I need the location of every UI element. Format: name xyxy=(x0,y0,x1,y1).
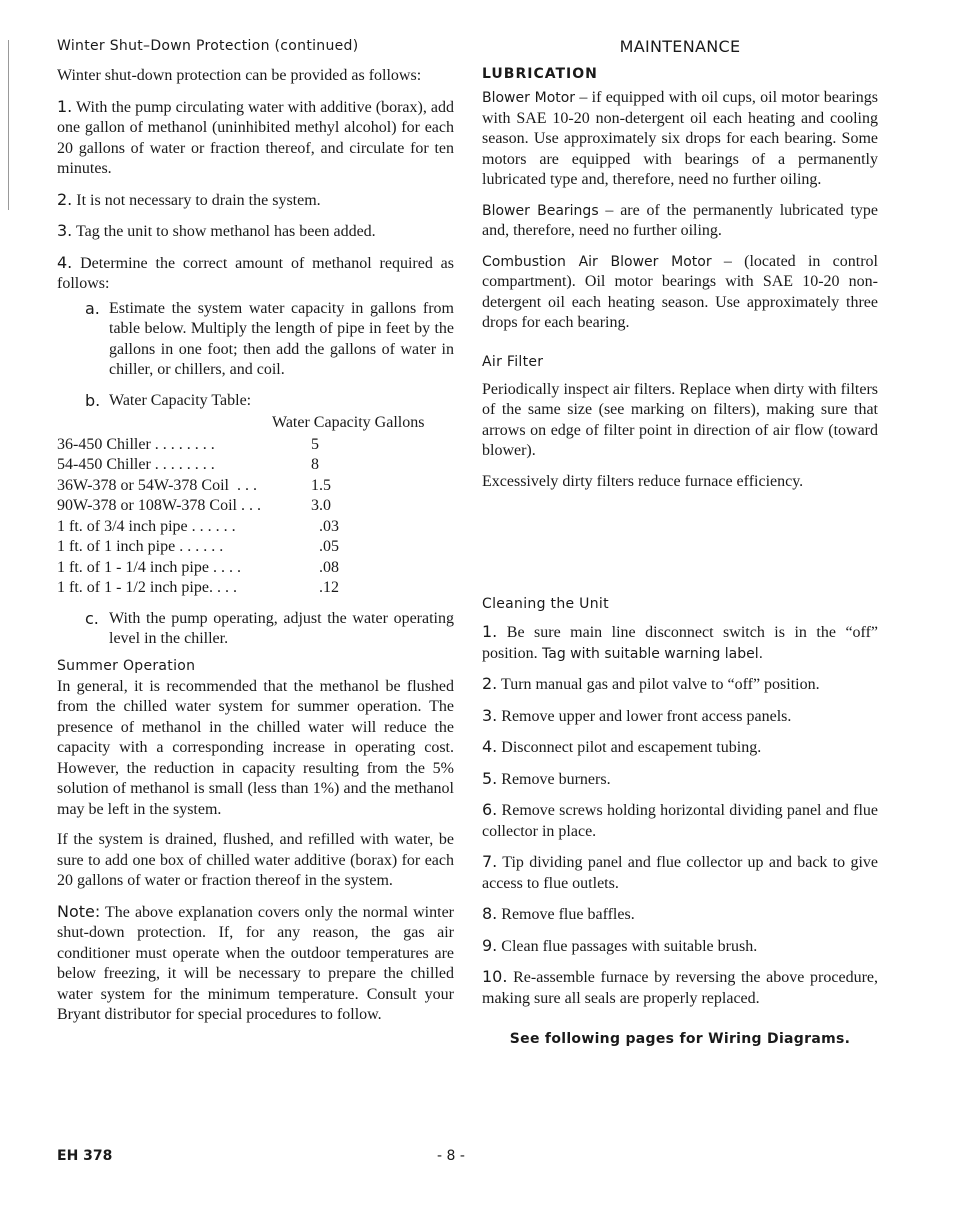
item-text: It is not necessary to drain the system. xyxy=(76,191,321,209)
list-item xyxy=(482,936,878,958)
list-item xyxy=(482,674,878,696)
item-text: Disconnect pilot and escapement tubing. xyxy=(501,739,762,756)
sub-item xyxy=(85,391,454,412)
row-value: .08 xyxy=(319,558,339,576)
item-text: Remove burners. xyxy=(501,770,611,788)
row-value: 5 xyxy=(311,435,319,453)
document-id: EH 378 xyxy=(57,1148,113,1164)
section-heading: Summer Operation xyxy=(57,657,196,674)
item-text: With the pump circulating water with additive (borax), add one gallon of methanol (uninhibited methyl alcohol) for each 20 gallons of water or fraction thereof, and circulate for ten minutes. xyxy=(57,98,454,177)
item-number: 1. xyxy=(57,96,73,116)
capacity-table xyxy=(57,435,454,599)
item-number: 4. xyxy=(57,252,73,272)
list-item xyxy=(482,769,878,791)
item-number: 2. xyxy=(57,189,73,209)
item-number: 10. xyxy=(482,967,508,986)
sub-text: Water Capacity Table: xyxy=(109,391,252,409)
paragraph-text: – (located in control compartment). Oil motor bearings with SAE 10-20 non-detergent oil each heating season. Use approximately three drops for each bearing. xyxy=(482,252,878,331)
paragraph: If the system is drained, flushed, and refilled with water, be sure to add one box of chilled water additive (borax) for each 20 gallons of water or fraction thereof in the system. xyxy=(57,831,454,889)
margin-rule xyxy=(8,180,9,210)
row-value: .12 xyxy=(319,579,339,596)
table-row xyxy=(57,517,454,538)
wiring-note: See following pages for Wiring Diagrams. xyxy=(509,1031,851,1047)
list-item xyxy=(482,852,878,894)
page-number: - 8 - xyxy=(437,1148,465,1164)
item-number: 1. xyxy=(482,622,498,641)
sub-item xyxy=(85,609,454,650)
row-value: 8 xyxy=(311,456,319,473)
row-value: 3.0 xyxy=(311,497,331,514)
item-text: Determine the correct amount of methanol required as follows: xyxy=(57,254,455,292)
paragraph: In general, it is recommended that the methanol be flushed from the chilled water system for summer operation. The presence of methanol in the chilled water will reduce the capacity with a corresponding increase in operating cost. However, the reduction in capacity resulting from the 5% solution of methanol is small (less than 1%) and the methanol may be left in the system. xyxy=(57,677,454,818)
table-row xyxy=(57,496,454,517)
note-label: Note: xyxy=(57,901,101,921)
table-row xyxy=(57,476,454,497)
paragraph xyxy=(482,88,878,191)
item-text: Remove flue baffles. xyxy=(501,906,635,923)
row-value: .05 xyxy=(319,538,339,555)
list-item xyxy=(482,967,878,1009)
item-number: 9. xyxy=(482,935,498,955)
list-item xyxy=(57,253,454,295)
item-text: Re-assemble furnace by reversing the above procedure, making sure all seals are properly replaced. xyxy=(482,969,878,1007)
item-number: 4. xyxy=(482,737,498,756)
margin-rule xyxy=(8,40,9,200)
item-emphasis: Tag with suitable warning label. xyxy=(537,645,764,662)
list-item xyxy=(482,904,878,926)
item-number: 8. xyxy=(482,904,498,923)
item-number: 6. xyxy=(482,800,498,819)
table-header: Water Capacity Gallons xyxy=(272,414,425,431)
section-heading: Air Filter xyxy=(482,353,544,370)
item-text: Tag the unit to show methanol has been added. xyxy=(75,223,376,240)
paragraph-text: – if equipped with oil cups, oil motor bearings with SAE 10-20 non-detergent oil each heating and cooling season. Use approximately six drops for each bearing. Some motors are equipped with bearings of a permanently lubricated type and, therefore, need no further oiling. xyxy=(482,89,878,188)
right-column xyxy=(482,38,878,1047)
sub-text: With the pump operating, adjust the water operating level in the chiller. xyxy=(109,609,454,647)
paragraph-text: – are of the permanently lubricated type and, therefore, need no further oiling. xyxy=(482,201,879,239)
row-value: 1.5 xyxy=(311,476,331,494)
item-text: Clean flue passages with suitable brush. xyxy=(501,937,758,955)
item-text: Turn manual gas and pilot valve to “off” position. xyxy=(500,676,820,693)
sub-item xyxy=(85,299,454,381)
table-row xyxy=(57,578,454,599)
paragraph: Excessively dirty filters reduce furnace efficiency. xyxy=(482,472,804,490)
left-column xyxy=(57,38,454,1026)
row-name: 90W-378 or 108W-378 Coil . . . xyxy=(57,497,261,514)
paragraph: Periodically inspect air filters. Replace when dirty with filters of the same size (see marking on filters), making sure that arrows on edge of filter point in direction of air flow (toward blower). xyxy=(482,380,878,459)
row-name: 1 ft. of 1 - 1/4 inch pipe . . . . xyxy=(57,558,241,576)
list-item xyxy=(482,737,878,759)
row-name: 36-450 Chiller . . . . . . . . xyxy=(57,435,215,453)
table-row xyxy=(57,435,454,456)
row-name: 54-450 Chiller . . . . . . . . xyxy=(57,456,215,473)
item-number: 3. xyxy=(482,705,498,725)
row-name: 1 ft. of 1 - 1/2 inch pipe. . . . xyxy=(57,579,237,596)
inline-heading: Blower Bearings xyxy=(482,202,599,219)
table-row xyxy=(57,455,454,476)
list-item xyxy=(57,97,454,180)
item-number: 3. xyxy=(57,221,73,240)
table-row xyxy=(57,537,454,558)
table-row xyxy=(57,558,454,579)
paragraph xyxy=(482,252,878,334)
sub-text: Estimate the system water capacity in gallons from table below. Multiply the length of pipe in feet by the gallons in one foot; then add the gallons of water in chiller, or chillers, and coil. xyxy=(109,299,454,378)
item-text: Remove screws holding horizontal dividing panel and flue collector in place. xyxy=(482,802,879,840)
sub-label: b. xyxy=(85,390,101,410)
inline-heading: Combustion Air Blower Motor xyxy=(482,253,712,270)
item-text: Be sure main line disconnect switch is in the “off” position. xyxy=(482,624,879,662)
paragraph xyxy=(482,201,878,242)
row-name: 1 ft. of 3/4 inch pipe . . . . . . xyxy=(57,517,236,535)
page-title: MAINTENANCE xyxy=(619,37,741,56)
row-name: 1 ft. of 1 inch pipe . . . . . . xyxy=(57,538,224,555)
item-number: 2. xyxy=(482,674,498,693)
item-text: Remove upper and lower front access panels. xyxy=(501,707,792,725)
list-item xyxy=(57,221,454,243)
inline-heading: Blower Motor xyxy=(482,90,576,106)
sub-label: a. xyxy=(85,298,100,318)
row-value: .03 xyxy=(319,517,339,535)
list-item xyxy=(482,800,878,842)
row-name: 36W-378 or 54W-378 Coil . . . xyxy=(57,476,257,494)
list-item xyxy=(482,706,878,728)
item-number: 7. xyxy=(482,852,498,871)
item-number: 5. xyxy=(482,768,498,788)
note-paragraph xyxy=(57,902,454,1026)
note-text: The above explanation covers only the normal winter shut-down protection. If, for any reason, the gas air conditioner must operate when the outdoor temperatures are below freezing, it will be necessary to prepare the chilled water system for the minimum temperature. Consult your Bryant distributor for special procedures to follow. xyxy=(57,903,454,1023)
section-heading: Cleaning the Unit xyxy=(482,596,609,612)
list-item xyxy=(57,190,454,212)
list-item xyxy=(482,622,878,664)
section-heading: LUBRICATION xyxy=(482,66,598,82)
intro-paragraph: Winter shut-down protection can be provided as follows: xyxy=(57,67,422,84)
sub-label: c. xyxy=(85,608,99,628)
item-text: Tip dividing panel and flue collector up and back to give access to flue outlets. xyxy=(482,854,878,892)
section-heading: Winter Shut–Down Protection (continued) xyxy=(57,38,359,54)
